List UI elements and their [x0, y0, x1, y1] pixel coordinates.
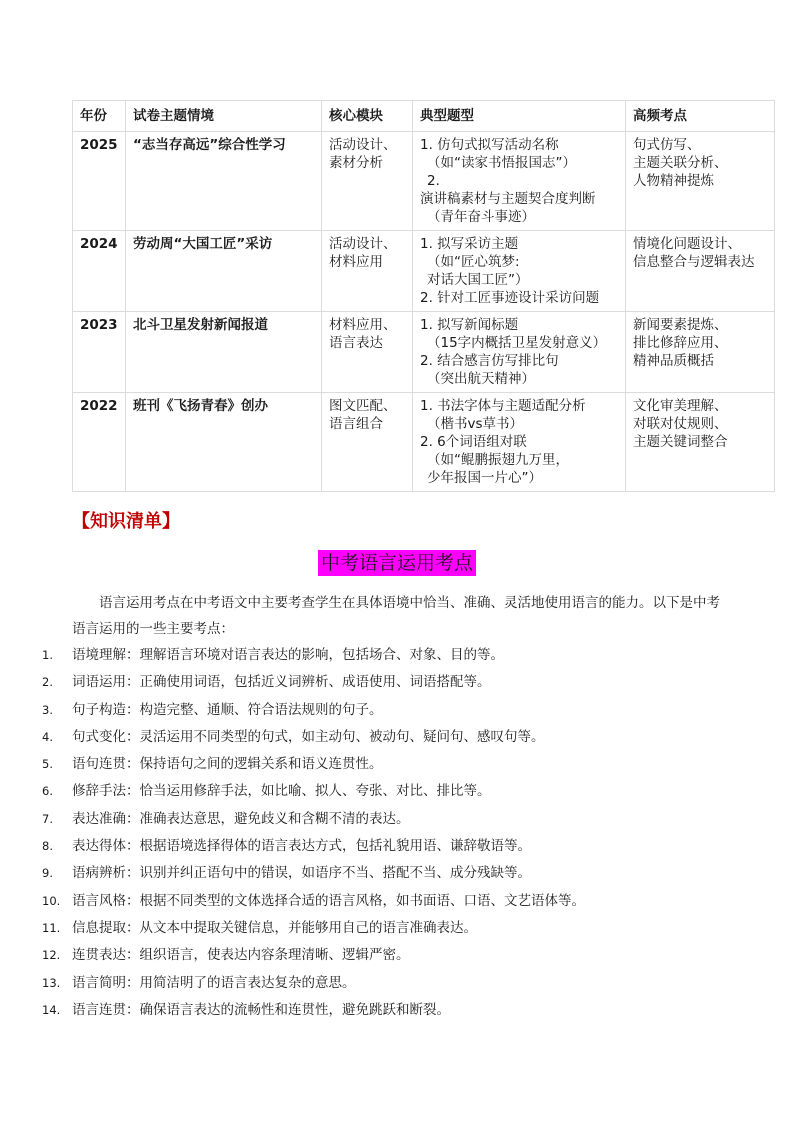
- type-line: 2. 结合感言仿写排比句: [420, 353, 559, 369]
- list-number: 8.: [42, 839, 53, 854]
- list-number: 7.: [42, 811, 53, 826]
- exam-topics-table-container: [72, 100, 774, 492]
- point-line: 信息整合与逻辑表达: [633, 254, 755, 270]
- table-row: [73, 312, 775, 393]
- header-scenario: 试卷主题情境: [126, 101, 322, 132]
- list-number: 3.: [42, 702, 53, 717]
- row-scenario: “志当存高远”综合性学习: [126, 132, 322, 231]
- list-text: 语言简明：用简洁明了的语言表达复杂的意思。: [72, 974, 356, 991]
- type-line: （突出航天精神）: [427, 371, 535, 387]
- list-text: 句子构造：构造完整、通顺、符合语法规则的句子。: [72, 701, 383, 718]
- list-text: 表达准确：准确表达意思，避免歧义和含糊不清的表达。: [72, 810, 410, 827]
- point-line: 新闻要素提炼、: [633, 317, 728, 333]
- type-line: （青年奋斗事迹）: [427, 209, 535, 225]
- list-text: 句式变化：灵活运用不同类型的句式，如主动句、被动句、疑问句、感叹句等。: [72, 728, 545, 745]
- list-number: 6.: [42, 784, 53, 799]
- row-key-points: [626, 231, 775, 312]
- list-item: [0, 833, 794, 860]
- list-text: 语言风格：根据不同类型的文体选择合适的语言风格，如书面语、口语、文艺语体等。: [72, 892, 585, 909]
- list-number: 11.: [42, 920, 61, 935]
- list-number: 13.: [42, 975, 61, 990]
- type-line: （15字内概括卫星发射意义）: [427, 335, 607, 351]
- type-line: 少年报国一片心”）: [427, 470, 542, 486]
- list-text: 语句连贯：保持语句之间的逻辑关系和语义连贯性。: [72, 756, 383, 773]
- list-item: [0, 751, 794, 778]
- point-line: 人物精神提炼: [633, 173, 714, 189]
- list-number: 5.: [42, 757, 53, 772]
- row-question-types: [413, 132, 626, 231]
- intro-paragraph: 语言运用考点在中考语文中主要考查学生在具体语境中恰当、准确、灵活地使用语言的能力。以下是中考语言运用的一些主要考点：: [72, 595, 720, 637]
- header-year: 年份: [73, 101, 126, 132]
- list-number: 14.: [42, 1002, 61, 1017]
- type-line: 1. 拟写新闻标题: [420, 317, 519, 333]
- list-item: [0, 942, 794, 969]
- point-line: 句式仿写、: [633, 137, 701, 153]
- list-item: [0, 806, 794, 833]
- row-scenario: 劳动周“大国工匠”采访: [126, 231, 322, 312]
- type-line: （如“匠心筑梦:: [427, 254, 520, 270]
- type-line: （如“鲲鹏振翅九万里，: [427, 452, 569, 468]
- row-year: 2022: [73, 393, 126, 492]
- list-number: 4.: [42, 729, 53, 744]
- module-line: 活动设计、: [329, 137, 397, 153]
- point-line: 精神品质概括: [633, 353, 714, 369]
- module-line: 素材分析: [329, 155, 383, 171]
- type-line: 2. 针对工匠事迹设计采访问题: [420, 290, 600, 306]
- list-text: 信息提取：从文本中提取关键信息，并能够用自己的语言准确表达。: [72, 919, 477, 936]
- table-row: [73, 132, 775, 231]
- list-number: 1.: [42, 648, 53, 662]
- section-title: 【知识清单】: [72, 511, 180, 532]
- type-line: 1. 书法字体与主题适配分析: [420, 398, 586, 414]
- list-item: [0, 669, 794, 696]
- list-number: 2.: [42, 675, 53, 690]
- point-line: 对联对仗规则、: [633, 416, 728, 432]
- row-question-types: [413, 231, 626, 312]
- type-line: 1. 仿句式拟写活动名称: [420, 137, 559, 153]
- module-line: 语言组合: [329, 416, 383, 432]
- type-line: 1. 拟写采访主题: [420, 236, 519, 252]
- list-text: 语病辨析：识别并纠正语句中的错误，如语序不当、搭配不当、成分残缺等。: [72, 865, 531, 882]
- module-line: 材料应用: [329, 254, 383, 270]
- header-modules: 核心模块: [322, 101, 413, 132]
- row-question-types: [413, 312, 626, 393]
- list-item: [0, 724, 794, 751]
- table-row: [73, 231, 775, 312]
- table-row: [73, 393, 775, 492]
- list-text: 语言连贯：确保语言表达的流畅性和连贯性，避免跳跃和断裂。: [72, 1001, 450, 1018]
- list-number: 12.: [42, 948, 61, 963]
- point-line: 主题关联分析、: [633, 155, 728, 171]
- point-line: 主题关键词整合: [633, 434, 728, 450]
- row-scenario: 班刊《飞扬青春》创办: [126, 393, 322, 492]
- type-line: （楷书vs草书）: [427, 416, 524, 432]
- list-text: 连贯表达：组织语言，使表达内容条理清晰、逻辑严密。: [72, 947, 410, 964]
- row-year: 2023: [73, 312, 126, 393]
- list-item: [0, 697, 794, 724]
- module-line: 活动设计、: [329, 236, 397, 252]
- list-text: 词语运用：正确使用词语，包括近义词辨析、成语使用、词语搭配等。: [72, 674, 491, 691]
- row-modules: [322, 393, 413, 492]
- list-item: [0, 642, 794, 669]
- type-line: 演讲稿素材与主题契合度判断: [420, 191, 596, 207]
- list-item: [0, 888, 794, 915]
- list-number: 9.: [42, 866, 53, 881]
- row-key-points: [626, 312, 775, 393]
- row-question-types: [413, 393, 626, 492]
- list-text: 修辞手法：恰当运用修辞手法，如比喻、拟人、夸张、对比、排比等。: [72, 783, 491, 800]
- list-number: 10.: [42, 893, 61, 908]
- type-line: 2.: [427, 173, 440, 189]
- point-line: 情境化问题设计、: [633, 236, 741, 252]
- type-line: 对话大国工匠”）: [427, 272, 529, 288]
- exam-topics-table: [72, 100, 775, 492]
- type-line: （如“读家书悟报国志”）: [427, 155, 576, 171]
- point-line: 文化审美理解、: [633, 398, 728, 414]
- row-modules: [322, 231, 413, 312]
- module-line: 语言表达: [329, 335, 383, 351]
- row-key-points: [626, 393, 775, 492]
- row-scenario: 北斗卫星发射新闻报道: [126, 312, 322, 393]
- heading-container: [0, 550, 794, 576]
- list-item: [0, 997, 794, 1024]
- row-modules: [322, 132, 413, 231]
- highlighted-heading: 中考语言运用考点: [318, 550, 476, 576]
- list-item: [0, 778, 794, 805]
- type-line: 2. 6个词语组对联: [420, 434, 527, 450]
- list-item: [0, 915, 794, 942]
- header-key-points: 高频考点: [626, 101, 775, 132]
- list-item: [0, 970, 794, 997]
- list-text: 语境理解：理解语言环境对语言表达的影响，包括场合、对象、目的等。: [72, 647, 504, 663]
- table-header-row: [73, 101, 775, 132]
- module-line: 材料应用、: [329, 317, 397, 333]
- module-line: 图文匹配、: [329, 398, 397, 414]
- header-question-types: 典型题型: [413, 101, 626, 132]
- row-year: 2025: [73, 132, 126, 231]
- row-modules: [322, 312, 413, 393]
- row-key-points: [626, 132, 775, 231]
- point-line: 排比修辞应用、: [633, 335, 728, 351]
- row-year: 2024: [73, 231, 126, 312]
- key-points-list: [0, 642, 794, 1024]
- list-item: [0, 860, 794, 887]
- list-text: 表达得体：根据语境选择得体的语言表达方式，包括礼貌用语、谦辞敬语等。: [72, 838, 531, 855]
